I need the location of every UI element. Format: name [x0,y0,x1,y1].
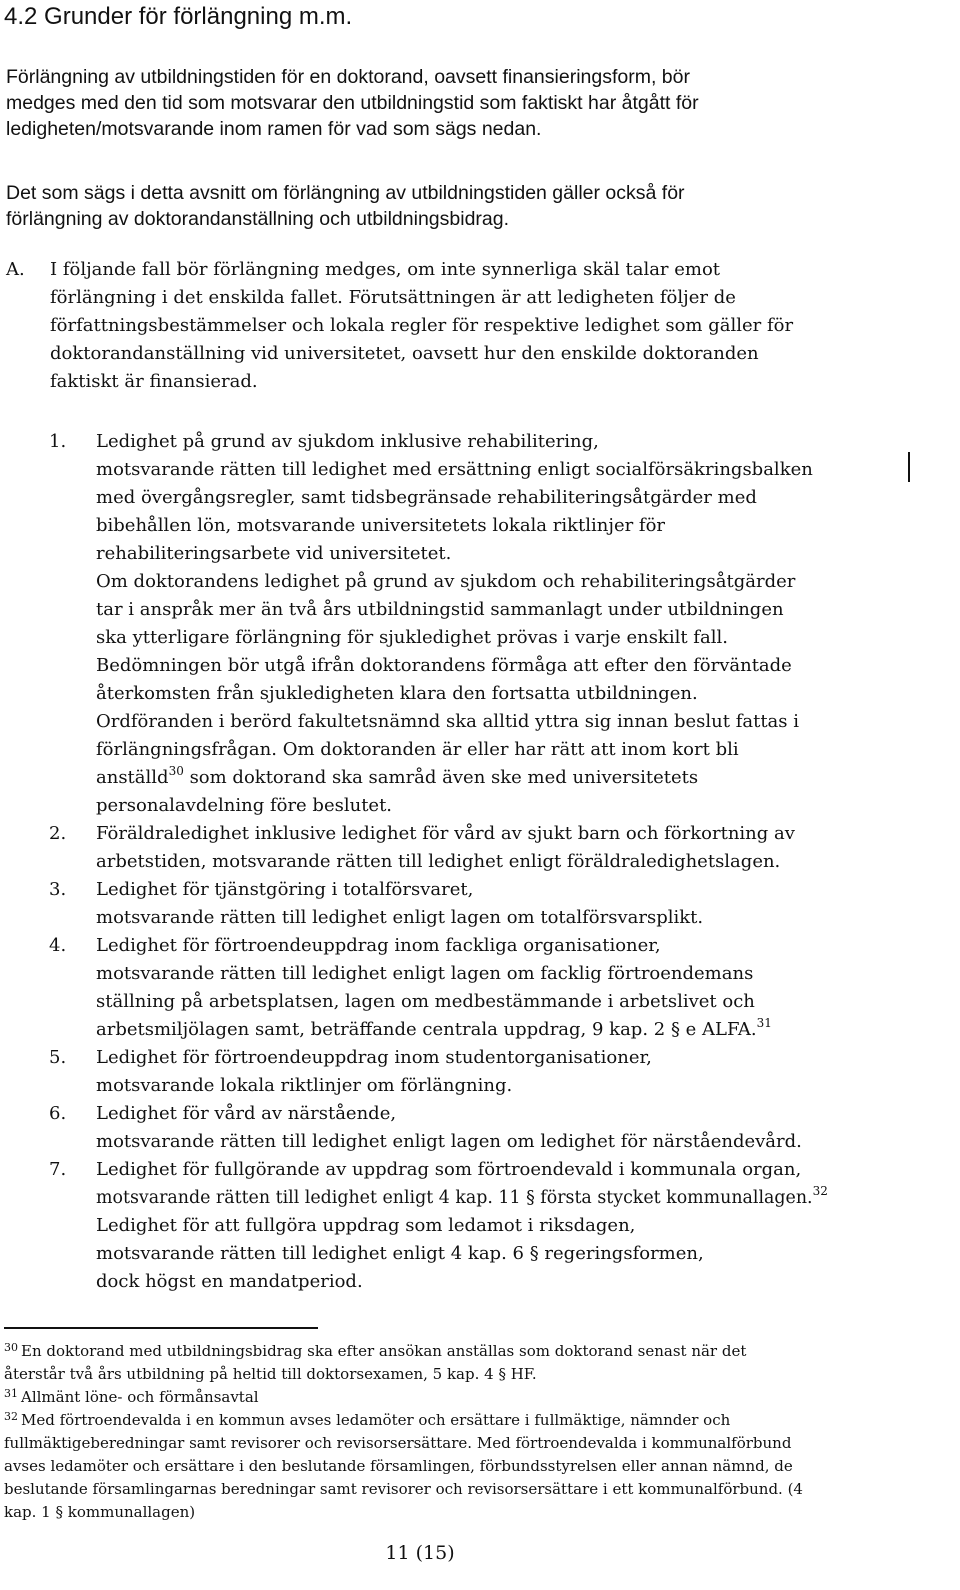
footnote-text: En doktorand med utbildningsbidrag ska efter ansökan anställas som doktorand senast när det [21,1342,747,1360]
footnote-text: fullmäktigeberedningar samt revisorer och revisorsersättare. Med förtroendevalda i kommunalförbund [4,1434,792,1452]
text-line: motsvarande rätten till ledighet med ersättning enligt socialförsäkringsbalken [96,459,813,480]
footnote-ref-30[interactable]: 30 [168,764,184,778]
text-line: Ledighet på grund av sjukdom inklusive rehabilitering, [96,431,599,452]
change-bar [908,452,910,482]
list-number: 4. [49,935,67,956]
footnote-text: Allmänt löne- och förmånsavtal [21,1388,259,1406]
leave-list [0,428,960,1308]
text-line: rehabiliteringsarbete vid universitetet. [96,543,452,564]
text-line: motsvarande rätten till ledighet enligt lagen om ledighet för närståendevård. [96,1131,802,1152]
text-line: doktorandanställning vid universitetet, oavsett hur den enskilde doktoranden [50,343,759,364]
text-line: förlängning i det enskilda fallet. Förutsättningen är att ledigheten följer de [50,287,736,308]
text-line: medges med den tid som motsvarar den utbildningstid som faktiskt har åtgått för [6,92,699,114]
footnote-ref-32[interactable]: 32 [812,1184,828,1198]
text-line: Ledighet för förtroendeuppdrag inom studentorganisationer, [96,1047,652,1068]
text-line: Förlängning av utbildningstiden för en doktorand, oavsett finansieringsform, bör [6,66,690,88]
list-number: 5. [49,1047,67,1068]
text-line: Ledighet för fullgörande av uppdrag som förtroendevald i kommunala organ, [96,1159,802,1180]
footnote-number: 30 [4,1341,18,1354]
text-line: motsvarande rätten till ledighet enligt 4 kap. 6 § regeringsformen, [96,1243,704,1264]
text-line: dock högst en mandatperiod. [96,1271,363,1292]
text-line: Det som sägs i detta avsnitt om förlängning av utbildningstiden gäller också för [6,182,685,204]
text-line: motsvarande rätten till ledighet enligt lagen om facklig förtroendemans [96,963,754,984]
page-number: 11 (15) [385,1542,455,1564]
footnote-text: Med förtroendevalda i en kommun avses ledamöter och ersättare i fullmäktige, nämnder och [21,1411,731,1429]
text-line: Ledighet för förtroendeuppdrag inom fackliga organisationer, [96,935,661,956]
list-number: 6. [49,1103,67,1124]
text-line [96,1016,772,1044]
text-line: med övergångsregler, samt tidsbegränsade rehabiliteringsåtgärder med [96,487,757,508]
text-line: Bedömningen bör utgå ifrån doktorandens förmåga att efter den förväntade [96,655,792,676]
text-line: faktiskt är finansierad. [50,371,258,392]
text-line: Föräldraledighet inklusive ledighet för vård av sjukt barn och förkortning av [96,823,795,844]
text-line: Ledighet för tjänstgöring i totalförsvaret, [96,879,474,900]
text-line: bibehållen lön, motsvarande universitetets lokala riktlinjer för [96,515,666,536]
section-heading: 4.2 Grunder för förlängning m.m. [4,3,353,30]
text-line: återkomsten från sjukledigheten klara den fortsatta utbildningen. [96,683,698,704]
text-line: motsvarande lokala riktlinjer om förlängning. [96,1075,513,1096]
text-line: Ordföranden i berörd fakultetsnämnd ska alltid yttra sig innan beslut fattas i [96,711,800,732]
text-line: ledigheten/motsvarande inom ramen för vad som sägs nedan. [6,118,542,140]
text-span: arbetsmiljölagen samt, beträffande centrala uppdrag, 9 kap. 2 § e ALFA. [96,1019,757,1040]
text-line: ska ytterligare förlängning för sjukledighet prövas i varje enskilt fall. [96,627,728,648]
footnote-text: beslutande församlingarnas beredningar samt revisorer och revisorsersättare i ett kommunalförbund. (4 [4,1480,803,1498]
footnote-separator [4,1327,318,1329]
footnote-32 [4,1409,803,1524]
text-line: arbetstiden, motsvarande rätten till ledighet enligt föräldraledighetslagen. [96,851,781,872]
footnote-number: 31 [4,1387,18,1400]
text-span: som doktorand ska samråd även ske med universitetets [183,767,699,788]
text-line: motsvarande rätten till ledighet enligt lagen om totalförsvarsplikt. [96,907,704,928]
text-line: Om doktorandens ledighet på grund av sjukdom och rehabiliteringsåtgärder [96,571,796,592]
footnote-text: återstår två års utbildning på heltid till doktorsexamen, 5 kap. 4 § HF. [4,1365,537,1383]
list-number: 3. [49,879,67,900]
text-span: motsvarande rätten till ledighet enligt 4 kap. 11 § första stycket kommunallagen. [96,1188,813,1208]
text-line: förlängning av doktorandanställning och utbildningsbidrag. [6,208,510,230]
text-line: tar i anspråk mer än två års utbildningstid sammanlagt under utbildningen [96,599,784,620]
text-line: I följande fall bör förlängning medges, om inte synnerliga skäl talar emot [50,259,721,280]
text-line: Ledighet för att fullgöra uppdrag som ledamot i riksdagen, [96,1215,636,1236]
list-number: 7. [49,1159,67,1180]
text-line: personalavdelning före beslutet. [96,795,393,816]
footnote-30 [4,1340,746,1386]
text-line [96,764,698,792]
text-line: Ledighet för vård av närstående, [96,1103,397,1124]
footnote-31 [4,1386,259,1409]
list-number: 2. [49,823,67,844]
footnote-text: kap. 1 § kommunallagen) [4,1503,196,1521]
footnote-number: 32 [4,1410,18,1423]
section-a-label: A. [6,259,25,280]
text-line: författningsbestämmelser och lokala regler för respektive ledighet som gäller för [50,315,794,336]
footnote-ref-31[interactable]: 31 [756,1016,772,1030]
list-number: 1. [49,431,67,452]
text-line: förlängningsfrågan. Om doktoranden är eller har rätt att inom kort bli [96,739,739,760]
text-line: ställning på arbetsplatsen, lagen om medbestämmande i arbetslivet och [96,991,755,1012]
text-line [96,1184,828,1212]
text-span: anställd [96,767,169,788]
footnote-text: avses ledamöter och ersättare i den beslutande församlingen, förbundsstyrelsen eller annan nämnd, de [4,1457,793,1475]
